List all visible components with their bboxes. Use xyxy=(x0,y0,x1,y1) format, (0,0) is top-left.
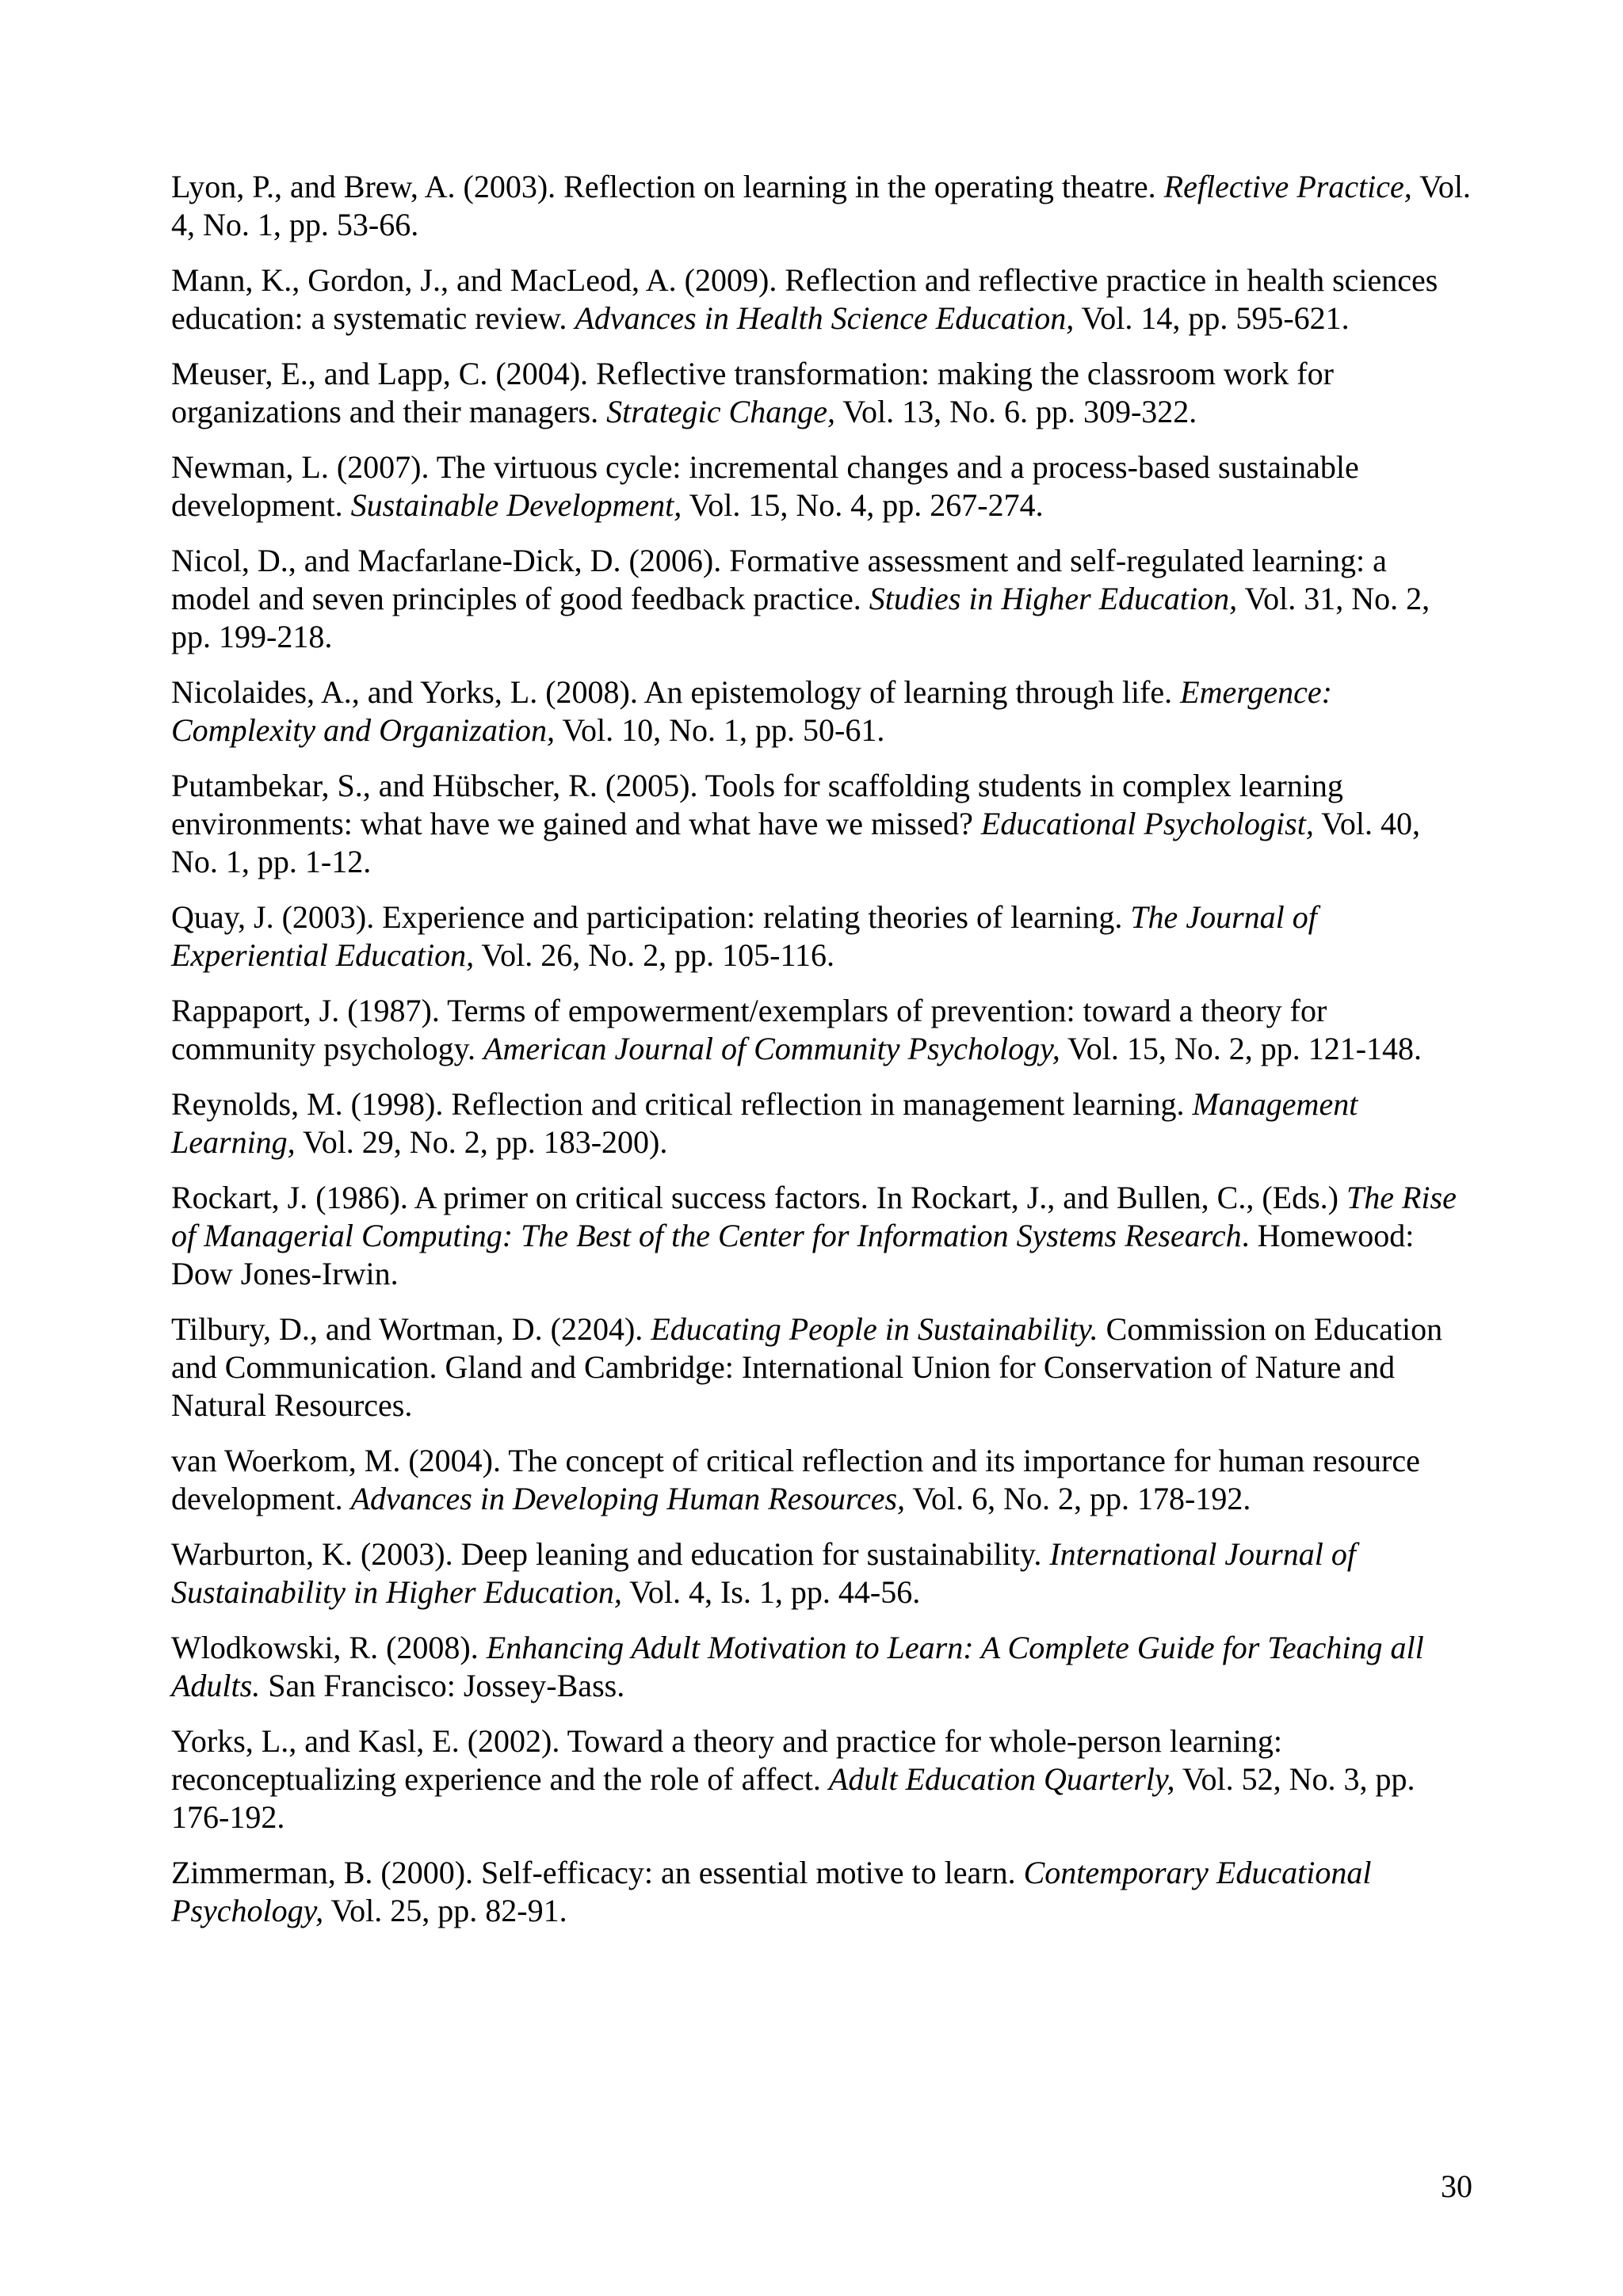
reference-text: Tilbury, D., and Wortman, D. (2204). xyxy=(171,1311,651,1347)
reference-entry xyxy=(171,448,1472,524)
reference-entry xyxy=(171,542,1472,656)
reference-details: . Homewood: Dow Jones-Irwin. xyxy=(171,1218,1415,1291)
reference-text: Nicolaides, A., and Yorks, L. (2008). An epistemology of learning through life. xyxy=(171,674,1181,710)
reference-text: Mann, K., Gordon, J., and MacLeod, A. (2009). Reflection and reflective practice in health sciences education: a systematic review. xyxy=(171,262,1438,336)
reference-source: Adult Education Quarterly, xyxy=(828,1761,1175,1797)
reference-entry xyxy=(171,673,1472,749)
reference-details: Vol. 31, No. 2, pp. 199-218. xyxy=(171,581,1430,654)
reference-source: American Journal of Community Psychology, xyxy=(483,1031,1060,1066)
reference-text: Rappaport, J. (1987). Terms of empowerment/exemplars of prevention: toward a theory for community psychology. xyxy=(171,993,1327,1066)
reference-entry xyxy=(171,1179,1472,1293)
reference-details: Commission on Education and Communication. Gland and Cambridge: International Union for Conservation of Nature and Natural Resources. xyxy=(171,1311,1443,1423)
reference-details: Vol. 6, No. 2, pp. 178-192. xyxy=(905,1481,1251,1516)
reference-details: San Francisco: Jossey-Bass. xyxy=(260,1668,625,1703)
reference-text: Rockart, J. (1986). A primer on critical success factors. In Rockart, J., and Bullen, C., (Eds.) xyxy=(171,1180,1346,1215)
reference-text: Nicol, D., and Macfarlane-Dick, D. (2006). Formative assessment and self-regulated learning: a model and seven principles of good feedback practice. xyxy=(171,543,1387,616)
reference-entry xyxy=(171,1085,1472,1161)
reference-text: Quay, J. (2003). Experience and participation: relating theories of learning. xyxy=(171,899,1131,935)
reference-text: Yorks, L., and Kasl, E. (2002). Toward a theory and practice for whole-person learning: reconceptualizing experience and the role of affect. xyxy=(171,1723,1283,1797)
reference-source: Educational Psychologist, xyxy=(980,806,1314,841)
reference-entry xyxy=(171,1535,1472,1611)
reference-details: Vol. 13, No. 6. pp. 309-322. xyxy=(834,394,1197,429)
reference-entry xyxy=(171,168,1472,244)
reference-text: Newman, L. (2007). The virtuous cycle: incremental changes and a process-based sustainable development. xyxy=(171,449,1359,523)
reference-entry xyxy=(171,355,1472,431)
reference-entry xyxy=(171,1310,1472,1425)
reference-source: Studies in Higher Education, xyxy=(869,581,1238,616)
reference-entry xyxy=(171,1722,1472,1836)
reference-entry xyxy=(171,261,1472,338)
page-number: 30 xyxy=(1441,2168,1472,2204)
reference-details: Vol. 10, No. 1, pp. 50-61. xyxy=(555,712,885,748)
reference-source: Educating People in Sustainability. xyxy=(651,1311,1098,1347)
reference-entry xyxy=(171,992,1472,1068)
reference-details: Vol. 26, No. 2, pp. 105-116. xyxy=(474,937,834,973)
reference-entry xyxy=(171,1629,1472,1705)
reference-text: Warburton, K. (2003). Deep leaning and education for sustainability. xyxy=(171,1536,1050,1572)
reference-source: Reflective Practice, xyxy=(1163,169,1412,204)
reference-text: Lyon, P., and Brew, A. (2003). Reflection on learning in the operating theatre. xyxy=(171,169,1164,204)
reference-details: Vol. 52, No. 3, pp. 176-192. xyxy=(171,1761,1415,1835)
reference-entry xyxy=(171,898,1472,974)
reference-source: International Journal of Sustainability in Higher Education, xyxy=(171,1536,1356,1610)
reference-text: Wlodkowski, R. (2008). xyxy=(171,1630,487,1665)
reference-source: Contemporary Educational Psychology, xyxy=(171,1855,1372,1928)
reference-details: Vol. 14, pp. 595-621. xyxy=(1074,300,1350,336)
reference-source: The Journal of Experiential Education, xyxy=(171,899,1317,973)
reference-entry xyxy=(171,1854,1472,1930)
reference-entry xyxy=(171,1442,1472,1518)
reference-details: Vol. 15, No. 2, pp. 121-148. xyxy=(1060,1031,1423,1066)
reference-source: Sustainable Development, xyxy=(350,487,682,523)
reference-source: Management Learning, xyxy=(171,1086,1358,1160)
reference-source: Advances in Developing Human Resources, xyxy=(350,1481,906,1516)
reference-source: Strategic Change, xyxy=(606,394,835,429)
reference-details: Vol. 40, No. 1, pp. 1-12. xyxy=(171,806,1420,879)
reference-text: Meuser, E., and Lapp, C. (2004). Reflective transformation: making the classroom work for organizations and their managers. xyxy=(171,356,1334,429)
reference-text: van Woerkom, M. (2004). The concept of critical reflection and its importance for human resource development. xyxy=(171,1443,1420,1516)
reference-details: Vol. 4, Is. 1, pp. 44-56. xyxy=(621,1574,921,1610)
reference-details: Vol. 29, No. 2, pp. 183-200). xyxy=(295,1124,668,1160)
reference-text: Putambekar, S., and Hübscher, R. (2005). Tools for scaffolding students in complex learning environments: what have we gained and what have we missed? xyxy=(171,768,1343,841)
reference-text: Reynolds, M. (1998). Reflection and critical reflection in management learning. xyxy=(171,1086,1193,1122)
reference-source: Enhancing Adult Motivation to Learn: A Complete Guide for Teaching all Adults. xyxy=(171,1630,1424,1703)
reference-details: Vol. 15, No. 4, pp. 267-274. xyxy=(682,487,1044,523)
reference-details: Vol. 4, No. 1, pp. 53-66. xyxy=(171,169,1471,242)
reference-source: Emergence: Complexity and Organization, xyxy=(171,674,1332,748)
reference-entry xyxy=(171,767,1472,881)
reference-source: Advances in Health Science Education, xyxy=(575,300,1075,336)
reference-list xyxy=(171,168,1472,1947)
reference-details: Vol. 25, pp. 82-91. xyxy=(323,1893,567,1928)
reference-source: The Rise of Managerial Computing: The Best of the Center for Information Systems Research xyxy=(171,1180,1457,1253)
reference-text: Zimmerman, B. (2000). Self-efficacy: an essential motive to learn. xyxy=(171,1855,1024,1890)
